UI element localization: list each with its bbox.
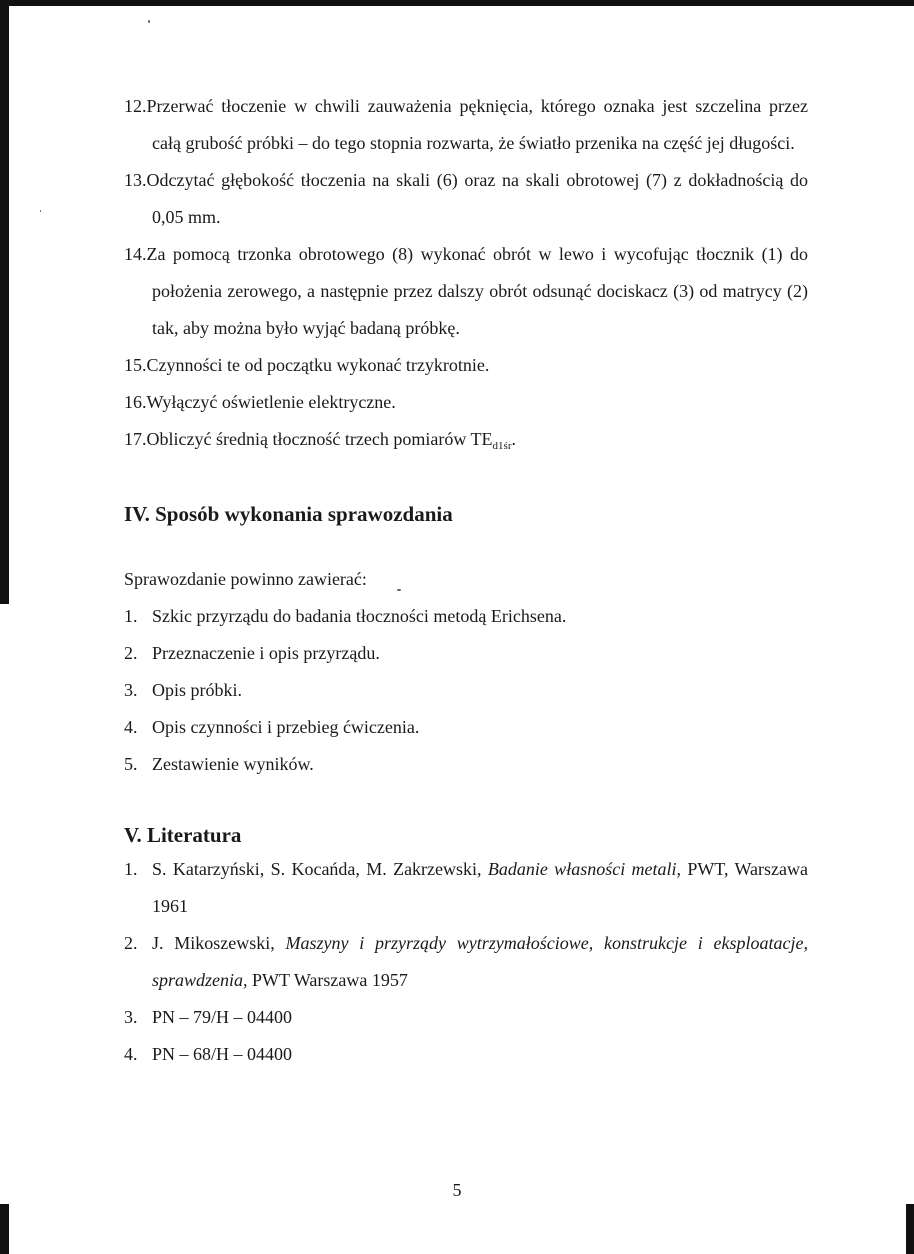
list-item: 13.Odczytać głębokość tłoczenia na skali (6) oraz na skali obrotowej (7) z dokładnością do 0,05 mm. [124, 170, 808, 227]
list-item: 1. Szkic przyrządu do badania tłoczności metodą Erichsena. [124, 606, 567, 626]
list-item: 4. Opis czynności i przebieg ćwiczenia. [124, 717, 420, 737]
list-item: 3. PN – 79/H – 04400 [124, 1007, 293, 1027]
report-items [124, 598, 808, 783]
scan-border-bottom-left [0, 1204, 9, 1254]
list-item: 16.Wyłączyć oświetlenie elektryczne. [124, 392, 396, 412]
list-item: 17.Obliczyć średnią tłoczność trzech pomiarów $TE_{d1śr}$. [124, 429, 516, 452]
list-item: 5. Zestawienie wyników. [124, 754, 314, 774]
scan-border-left [0, 0, 9, 604]
section-heading-report: IV. Sposób wykonania sprawozdania [124, 502, 453, 526]
scan-border-bottom-right [906, 1204, 914, 1254]
list-item: 14.Za pomocą trzonka obrotowego (8) wykonać obrót w lewo i wycofując tłocznik (1) do położenia zerowego, a następnie przez dalszy obrót odsunąć dociskacz (3) od matrycy (2) tak, aby można było wyjąć badaną próbkę. [124, 244, 808, 338]
subscript: d1śr [492, 440, 512, 452]
page-number: 5 [452, 1180, 462, 1200]
document-body [124, 88, 808, 1073]
list-item: 15.Czynności te od początku wykonać trzykrotnie. [124, 355, 490, 375]
list-item: 1. S. Katarzyński, S. Kocańda, M. Zakrzewski, Badanie własności metali, PWT, Warszawa 1961 [124, 859, 809, 916]
scan-speck [148, 20, 150, 23]
list-item: 4. PN – 68/H – 04400 [124, 1044, 293, 1064]
section-heading-literature: V. Literatura [124, 823, 242, 847]
scan-speck [40, 210, 41, 212]
procedure-steps [124, 88, 808, 465]
list-item: 12.Przerwać tłoczenie w chwili zauważenia pęknięcia, którego oznaka jest szczelina przez całą grubość próbki – do tego stopnia rozwarta, że światło przenika na część jej długości. [124, 96, 808, 153]
list-item: 3. Opis próbki. [124, 680, 242, 700]
reference-title: Maszyny i przyrządy wytrzymałościowe, konstrukcje i eksploatacje, sprawdzenia, [152, 933, 809, 990]
scan-border-top [0, 0, 914, 6]
report-intro: Sprawozdanie powinno zawierać: [124, 569, 367, 589]
list-item: 2. Przeznaczenie i opis przyrządu. [124, 643, 380, 663]
literature-items [124, 851, 808, 1073]
list-item: 2. J. Mikoszewski, Maszyny i przyrządy wytrzymałościowe, konstrukcje i eksploatacje, sprawdzenia, PWT Warszawa 1957 [124, 933, 809, 990]
reference-title: Badanie własności metali, [487, 859, 682, 879]
